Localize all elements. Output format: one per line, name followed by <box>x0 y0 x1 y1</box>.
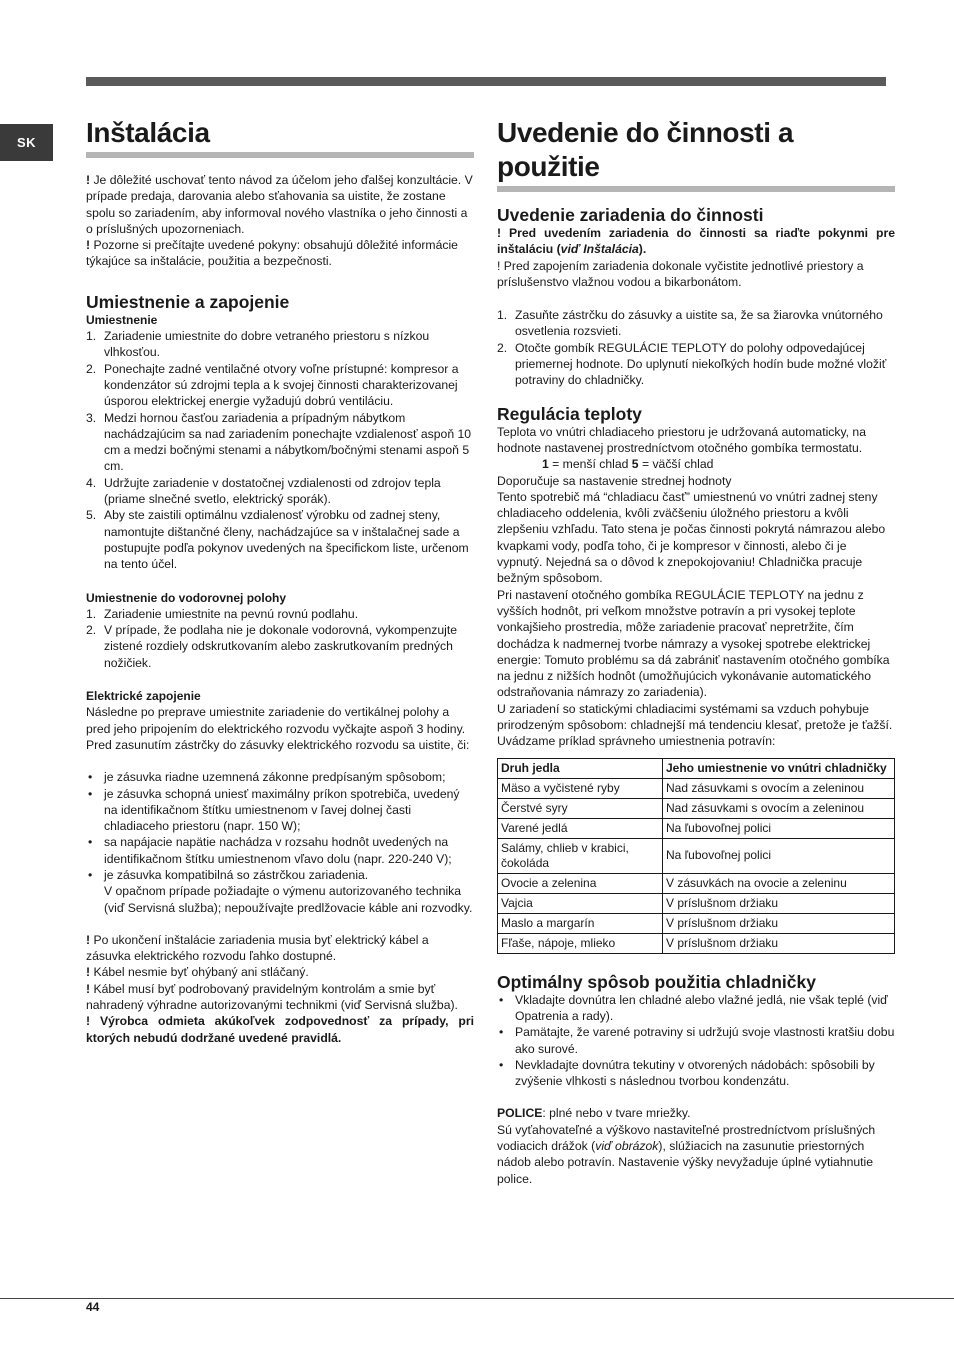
start-steps <box>497 307 895 388</box>
temperature-scale: 1 = menší chlad 5 = väčší chlad <box>542 457 714 472</box>
heading-placement-connection: Umiestnenie a zapojenie <box>86 291 290 312</box>
table-row <box>498 778 895 798</box>
list-item: • je zásuvka riadne uzemnená zákonne predpísaným spôsobom; <box>88 770 446 785</box>
installation-column <box>86 116 474 1046</box>
start-note-cleaning: ! Pred zapojením zariadenia dokonale vyčistite jednotlivé priestory a príslušenstvo vlažnou vodou a bikarbonátom. <box>497 258 864 289</box>
list-item: 2. V prípade, že podlaha nie je dokonale vodorovná, vykompenzujte zistené rozdiely odskrutkovaním alebo zaskrutkovaním predných nožičiek. <box>86 623 457 670</box>
intro-block <box>86 172 474 270</box>
subheading-leveling: Umiestnenie do vodorovnej polohy <box>86 590 287 605</box>
list-item: • Vkladajte dovnútra len chladné alebo vlažné jedlá, nie však teplé (viď Opatrenia a rady). <box>499 992 888 1023</box>
table-row <box>498 838 895 873</box>
temperature-details: Doporučuje sa nastavenie strednej hodnoty Tento spotrebič má “chladiacu časť” umiestnenú vo vnútri zadnej steny chladiaceho oddelenia, kvôli zväčšeniu úložného priestoru a kvôli zlepšeniu vzhľadu. Tato stena je počas činnosti pokrytá námrazou alebo kvapkami vody, podľa toho, či je kompresor v činnosti, alebo či je vypnutý. Nejedná sa o dôvod k znepokojovaniu! Chladnička pracuje bežným spôsobom. Pri nastavení otočného gombíka REGULÁCIE TEPLOTY na jednu z vyšších hodnôt, pri veľkom množstve potravín a pri vysokej teplote vonkajšieho prostredia, môže zariadenie pracovať nepretržite, čím dochádza k nadmernej tvorbe námrazy a vysokej spotrebe elektrickej energie: Tomuto problému sa dá zabrániť nastavením otočného gombíka na jednu z nižších hodnôt (umožňujúcich vykonávanie automatického odstraňovania námrazy zo zariadenia). U zariadení so statickými chladiacimi systémami sa vzduch pohybuje prirodzeným spôsobom: chladnejší má tendenciu klesať, pretože je ťažší. Uvádzame príklad správneho umiestnenia potravín: <box>497 473 893 749</box>
list-item: 3. Medzi hornou časťou zariadenia a prípadným nábytkom nachádzajúcim sa nad zariadením ponechajte vzdialenosť aspoň 10 cm a medzi bočnými stenami a nábytkom/bočnými stenami aspoň 5 cm. <box>86 410 472 474</box>
table-cell: Ovocie a zelenina <box>498 873 663 893</box>
list-item: 1. Zasuňte zástrčku do zásuvky a uistite sa, že sa žiarovka vnútorného osvetlenia rozsvieti. <box>497 308 883 339</box>
table-cell: V príslušnom držiaku <box>663 893 895 913</box>
title-underline <box>86 152 474 158</box>
table-row <box>498 873 895 893</box>
table-cell: Na ľubovoľnej polici <box>663 838 895 873</box>
table-cell: Vajcia <box>498 893 663 913</box>
footer-rule <box>0 1298 954 1299</box>
shelves-paragraph: Sú vyťahovateľné a výškovo nastaviteľné prostredníctvom príslušných vodiacich drážok (viď obrázok), slúžiacich na zasunutie priestorných nádob alebo potravín. Nastavenie výšky nevyžaduje úplné vytiahnutie police. <box>497 1122 876 1186</box>
list-item: 1. Zariadenie umiestnite na pevnú rovnú podlahu. <box>86 606 359 621</box>
table-cell: Čerstvé syry <box>498 798 663 818</box>
list-item: • je zásuvka kompatibilná so zástrčkou zariadenia. V opačnom prípade požiadajte o výmenu autorizovaného technika (viď Servisná služba); nepoužívajte predlžovacie káble ani rozvodky. <box>88 867 473 915</box>
table-cell: Nad zásuvkami s ovocím a zeleninou <box>663 798 895 818</box>
list-item: • je zásuvka schopná uniesť maximálny príkon spotrebiča, uvedený na identifikačnom štítku umiestnenom v ľavej dolnej časti chladiaceho priestoru (napr. 150 W); <box>88 786 460 834</box>
table-row <box>498 933 895 953</box>
table-cell: V zásuvkách na ovocie a zeleninu <box>663 873 895 893</box>
table-header-row <box>498 758 895 778</box>
list-item: • Nevkladajte dovnútra tekutiny v otvorených nádobách: spôsobili by zvýšenie vlhkosti s následnou tvorbou kondenzátu. <box>499 1057 875 1089</box>
top-header-bar <box>86 77 886 86</box>
table-cell: V príslušnom držiaku <box>663 933 895 953</box>
intro-paragraph-2: ! Pozorne si prečítajte uvedené pokyny: obsahujú dôležité informácie týkajúce sa inštalácie, použitia a bezpečnosti. <box>86 238 458 269</box>
column-header: Druh jedla <box>498 758 663 778</box>
table-cell: Na ľubovoľnej polici <box>663 818 895 838</box>
leveling-list <box>86 606 474 671</box>
liability-warning: ! Výrobca odmieta akúkoľvek zodpovednosť za prípady, pri ktorých nebudú dodržané uvedené pravidlá. <box>86 1014 474 1045</box>
electrical-intro: Následne po preprave umiestnite zariadenie do vertikálnej polohy a pred jeho pripojením do elektrického rozvodu vyčkajte aspoň 3 hodiny. Pred zasunutím zástrčky do zásuvky elektrického rozvodu sa uistite, či: <box>86 705 470 752</box>
warning-paragraph: ! Kábel nesmie byť ohýbaný ani stláčaný. <box>86 965 309 980</box>
placement-list <box>86 328 474 572</box>
heading-start-up: Uvedenie zariadenia do činnosti <box>497 205 764 225</box>
section-title-installation: Inštalácia <box>86 117 210 148</box>
warning-paragraph: ! Kábel musí byť podrobovaný pravidelným kontrolám a smie byť nahradený výhradne autorizovanými technikmi (viď Servisná služba). <box>86 981 458 1013</box>
electrical-checklist <box>86 769 474 916</box>
food-storage-table <box>497 758 895 954</box>
table-row <box>498 798 895 818</box>
list-item: • Pamätajte, že varené potraviny si udržujú svoje vlastnosti kratšiu dobu ako surové. <box>499 1025 895 1056</box>
list-item: 2. Ponechajte zadné ventilačné otvory voľne prístupné: kompresor a kondenzátor sú zdrojmi tepla a k svojej činnosti charakterizovanej úsporou elektrickej energie vyžadujú dobrú ventiláciu. <box>86 361 459 409</box>
start-note-bold: ! Pred uvedením zariadenia do činnosti sa riaďte pokynmi pre inštaláciu (viď Inštalácia). <box>497 226 895 257</box>
list-item: 2. Otočte gombík REGULÁCIE TEPLOTY do polohy odpovedajúcej priemernej hodnote. Do uplynutí niekoľkých hodín bude možné vložiť potraviny do chladničky. <box>497 340 887 388</box>
operation-column <box>497 116 895 1187</box>
subheading-electrical: Elektrické zapojenie <box>86 689 201 704</box>
cable-warnings <box>86 932 474 1046</box>
table-cell: V príslušnom držiaku <box>663 913 895 933</box>
temperature-paragraph: Teplota vo vnútri chladiaceho priestoru je udržovaná automaticky, na hodnote nastavenej prostredníctvom otočného gombíka termostatu. <box>497 424 866 455</box>
warning-paragraph: ! Po ukončení inštalácie zariadenia musia byť elektrický kábel a zásuvka elektrického rozvodu ľahko dostupné. <box>86 932 429 964</box>
list-item: 5. Aby ste zaistili optimálnu vzdialenosť výrobku od zadnej steny, namontujte dištančné členy, nachádzajúce sa v inštalačnej sade a postupujte podľa pokynov uvedených na špecifickom liste, určenom na tento účel. <box>86 508 469 572</box>
list-item: • sa napájacie napätie nachádza v rozsahu hodnôt uvedených na identifikačnom štítku umiestnenom vľavo dolu (napr. 220-240 V); <box>88 835 452 866</box>
section-title-operation: Uvedenie do činnosti a použitie <box>497 117 794 182</box>
table-cell: Maslo a margarín <box>498 913 663 933</box>
table-cell: Mäso a vyčistené ryby <box>498 778 663 798</box>
table-row <box>498 893 895 913</box>
intro-paragraph-1: ! Je dôležité uschovať tento návod za účelom jeho ďalšej konzultácie. V prípade predaja, darovania alebo sťahovania sa uistite, že zostane spolu so zariadením, aby informoval nového vlastníka o jeho činnosti a o príslušných upozorneniach. <box>86 173 473 236</box>
table-row <box>498 913 895 933</box>
list-item: 1. Zariadenie umiestnite do dobre vetraného priestoru s nízkou vlhkosťou. <box>86 329 430 360</box>
title-underline <box>497 186 895 192</box>
column-header: Jeho umiestnenie vo vnútri chladničky <box>663 758 895 778</box>
subheading-placement: Umiestnenie <box>86 312 158 327</box>
table-cell: Varené jedlá <box>498 818 663 838</box>
shelves-label-line: POLICE: plné nebo v tvare mriežky. <box>497 1106 691 1121</box>
page-number: 44 <box>86 1300 100 1314</box>
table-cell: Salámy, chlieb v krabici, čokoláda <box>498 838 663 873</box>
heading-optimal-use: Optimálny spôsob použitia chladničky <box>497 971 816 992</box>
list-item: 4. Udržujte zariadenie v dostatočnej vzdialenosti od zdrojov tepla (priame slnečné svetlo, elektrický sporák). <box>86 475 441 507</box>
language-tab: SK <box>0 124 53 161</box>
table-cell: Nad zásuvkami s ovocím a zeleninou <box>663 778 895 798</box>
table-row <box>498 818 895 838</box>
heading-temperature: Regulácia teploty <box>497 403 642 424</box>
table-cell: Fľaše, nápoje, mlieko <box>498 933 663 953</box>
optimal-use-list <box>497 992 895 1090</box>
